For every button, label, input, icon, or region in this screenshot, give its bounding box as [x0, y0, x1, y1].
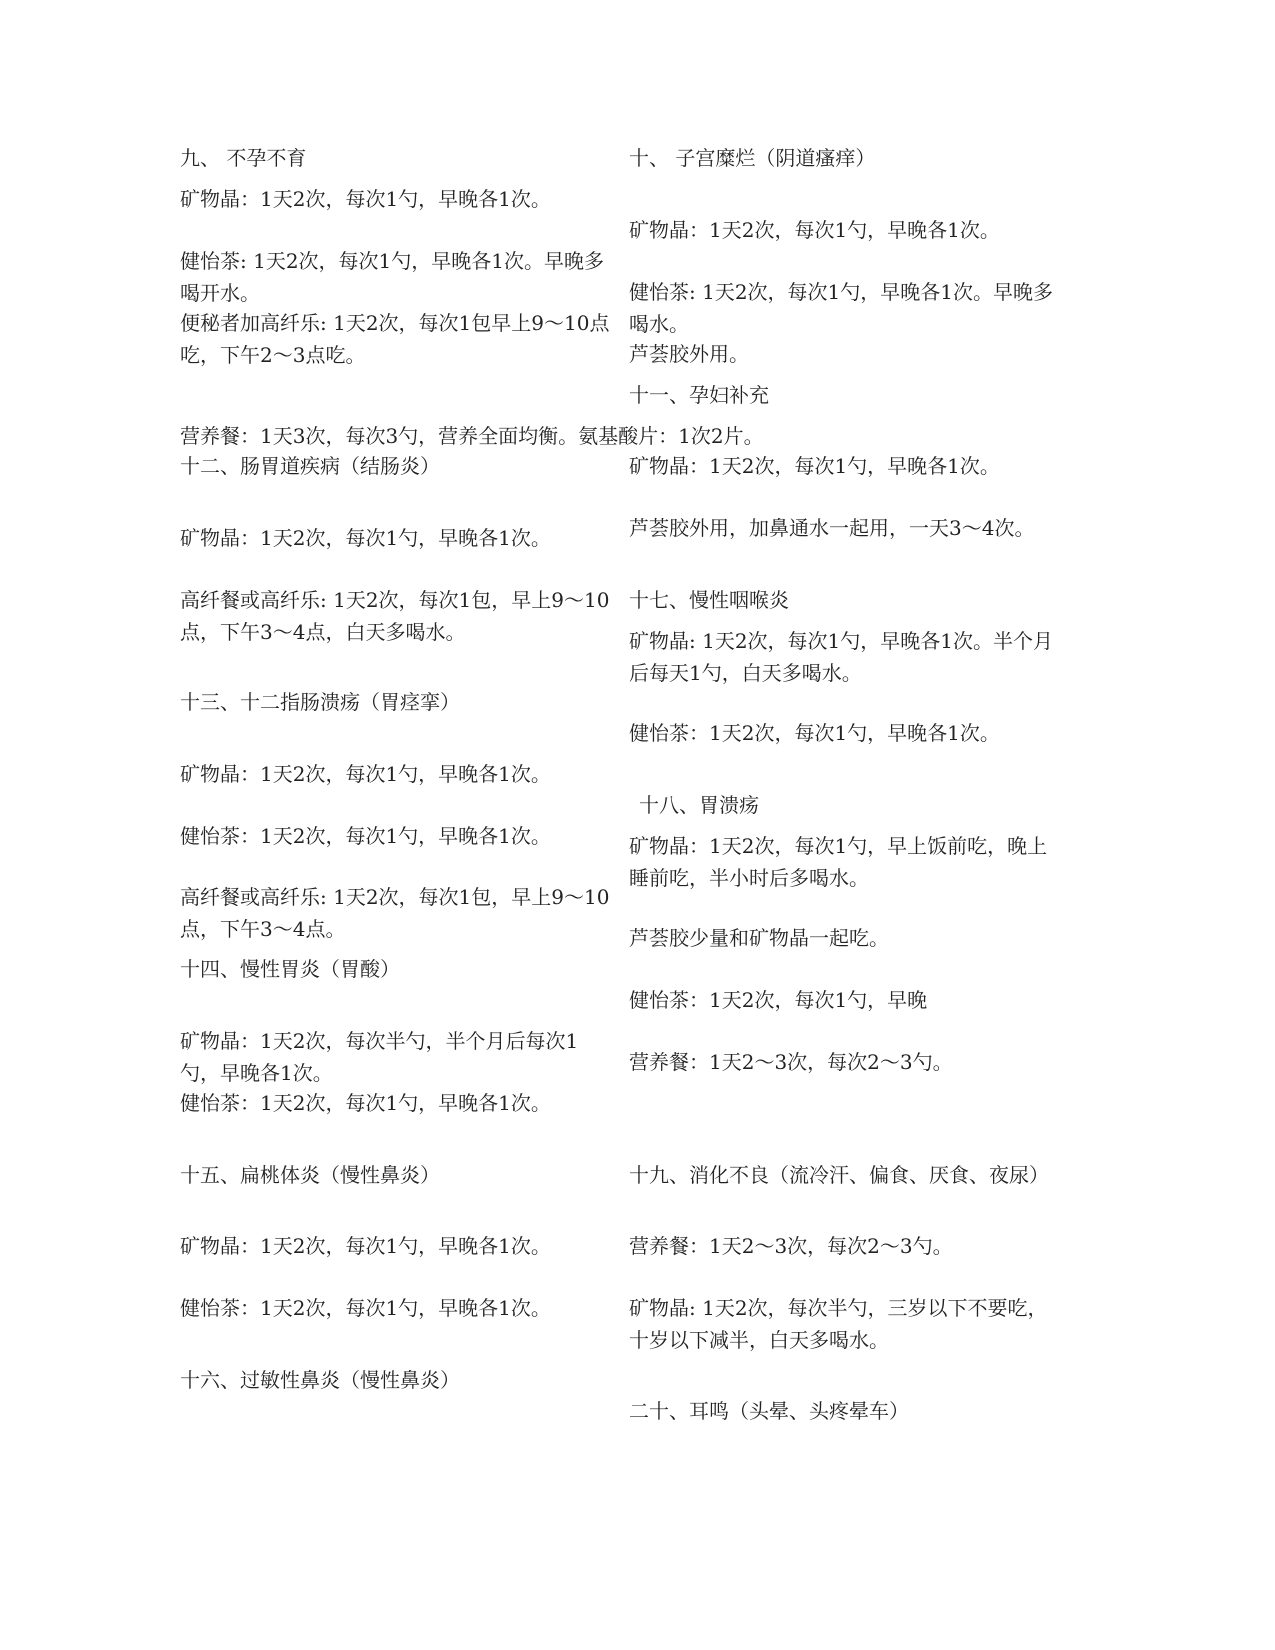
section-13-line-1: 矿物晶：1天2次，每次1勺，早晚各1次。 [180, 762, 551, 786]
section-13-line-3: 高纤餐或高纤乐: 1天2次，每次1包，早上9～10点，下午3～4点。 [180, 885, 610, 941]
section-12-line-2: 高纤餐或高纤乐: 1天2次，每次1包，早上9～10点，下午3～4点，白天多喝水。 [180, 588, 610, 644]
section-15-title: 十五、扁桃体炎（慢性鼻炎） [180, 1163, 440, 1187]
section-14-line-1: 矿物晶：1天2次，每次半勺，半个月后每次1勺，早晚各1次。 [180, 1029, 579, 1085]
section-18-line-2: 芦荟胶少量和矿物晶一起吃。 [629, 926, 889, 950]
section-18-line-1: 矿物晶：1天2次，每次1勺，早上饭前吃，晚上睡前吃，半小时后多喝水。 [629, 834, 1048, 890]
section-16-title: 十六、过敏性鼻炎（慢性鼻炎） [180, 1368, 460, 1392]
section-17-line-2: 健怡茶：1天2次，每次1勺，早晚各1次。 [629, 721, 1000, 745]
section-9-line-3: 便秘者加高纤乐: 1天2次，每次1包早上9～10点吃，下午2～3点吃。 [180, 311, 610, 367]
section-17-line-1: 矿物晶: 1天2次，每次1勺，早晚各1次。半个月后每天1勺，白天多喝水。 [629, 629, 1053, 685]
section-18-line-3: 健怡茶：1天2次，每次1勺，早晚 [629, 988, 928, 1012]
section-18-title: 十八、胃溃疡 [639, 793, 759, 817]
section-13-line-2: 健怡茶：1天2次，每次1勺，早晚各1次。 [180, 824, 551, 848]
section-19-line-1: 营养餐：1天2～3次，每次2～3勺。 [629, 1234, 953, 1258]
section-12-line-1: 矿物晶：1天2次，每次1勺，早晚各1次。 [180, 526, 551, 550]
section-19-title: 十九、消化不良（流冷汗、偏食、厌食、夜尿） [629, 1163, 1049, 1187]
section-9-title: 九、 不孕不育 [180, 146, 307, 170]
section-14-line-2: 健怡茶：1天2次，每次1勺，早晚各1次。 [180, 1091, 551, 1115]
section-13-title: 十三、十二指肠溃疡（胃痉挛） [180, 690, 460, 714]
section-11-full-line: 营养餐：1天3次，每次3勺，营养全面均衡。氨基酸片：1次2片。 [180, 424, 764, 448]
section-19-line-2: 矿物晶: 1天2次，每次半勺，三岁以下不要吃，十岁以下减半，白天多喝水。 [629, 1296, 1048, 1352]
section-17-title: 十七、慢性咽喉炎 [629, 588, 789, 612]
section-14-title: 十四、慢性胃炎（胃酸） [180, 957, 400, 981]
section-16-line-2: 芦荟胶外用，加鼻通水一起用，一天3～4次。 [629, 516, 1035, 540]
section-20-title: 二十、耳鸣（头晕、头疼晕车） [629, 1399, 909, 1423]
section-18-line-4: 营养餐：1天2～3次，每次2～3勺。 [629, 1050, 953, 1074]
section-16-line-1: 矿物晶：1天2次，每次1勺，早晚各1次。 [629, 454, 1000, 478]
section-9-line-1: 矿物晶：1天2次，每次1勺，早晚各1次。 [180, 187, 551, 211]
section-9-line-2: 健怡茶: 1天2次，每次1勺，早晚各1次。早晚多喝开水。 [180, 249, 604, 305]
section-10-line-2: 健怡茶: 1天2次，每次1勺，早晚各1次。早晚多喝水。 [629, 280, 1053, 336]
section-15-line-1: 矿物晶：1天2次，每次1勺，早晚各1次。 [180, 1234, 551, 1258]
section-15-line-2: 健怡茶：1天2次，每次1勺，早晚各1次。 [180, 1296, 551, 1320]
section-12-title: 十二、肠胃道疾病（结肠炎） [180, 454, 440, 478]
section-10-line-1: 矿物晶：1天2次，每次1勺，早晚各1次。 [629, 218, 1000, 242]
section-11-title: 十一、孕妇补充 [629, 383, 769, 407]
section-10-line-3: 芦荟胶外用。 [629, 342, 749, 366]
section-10-title: 十、 子宫糜烂（阴道瘙痒） [629, 146, 876, 170]
